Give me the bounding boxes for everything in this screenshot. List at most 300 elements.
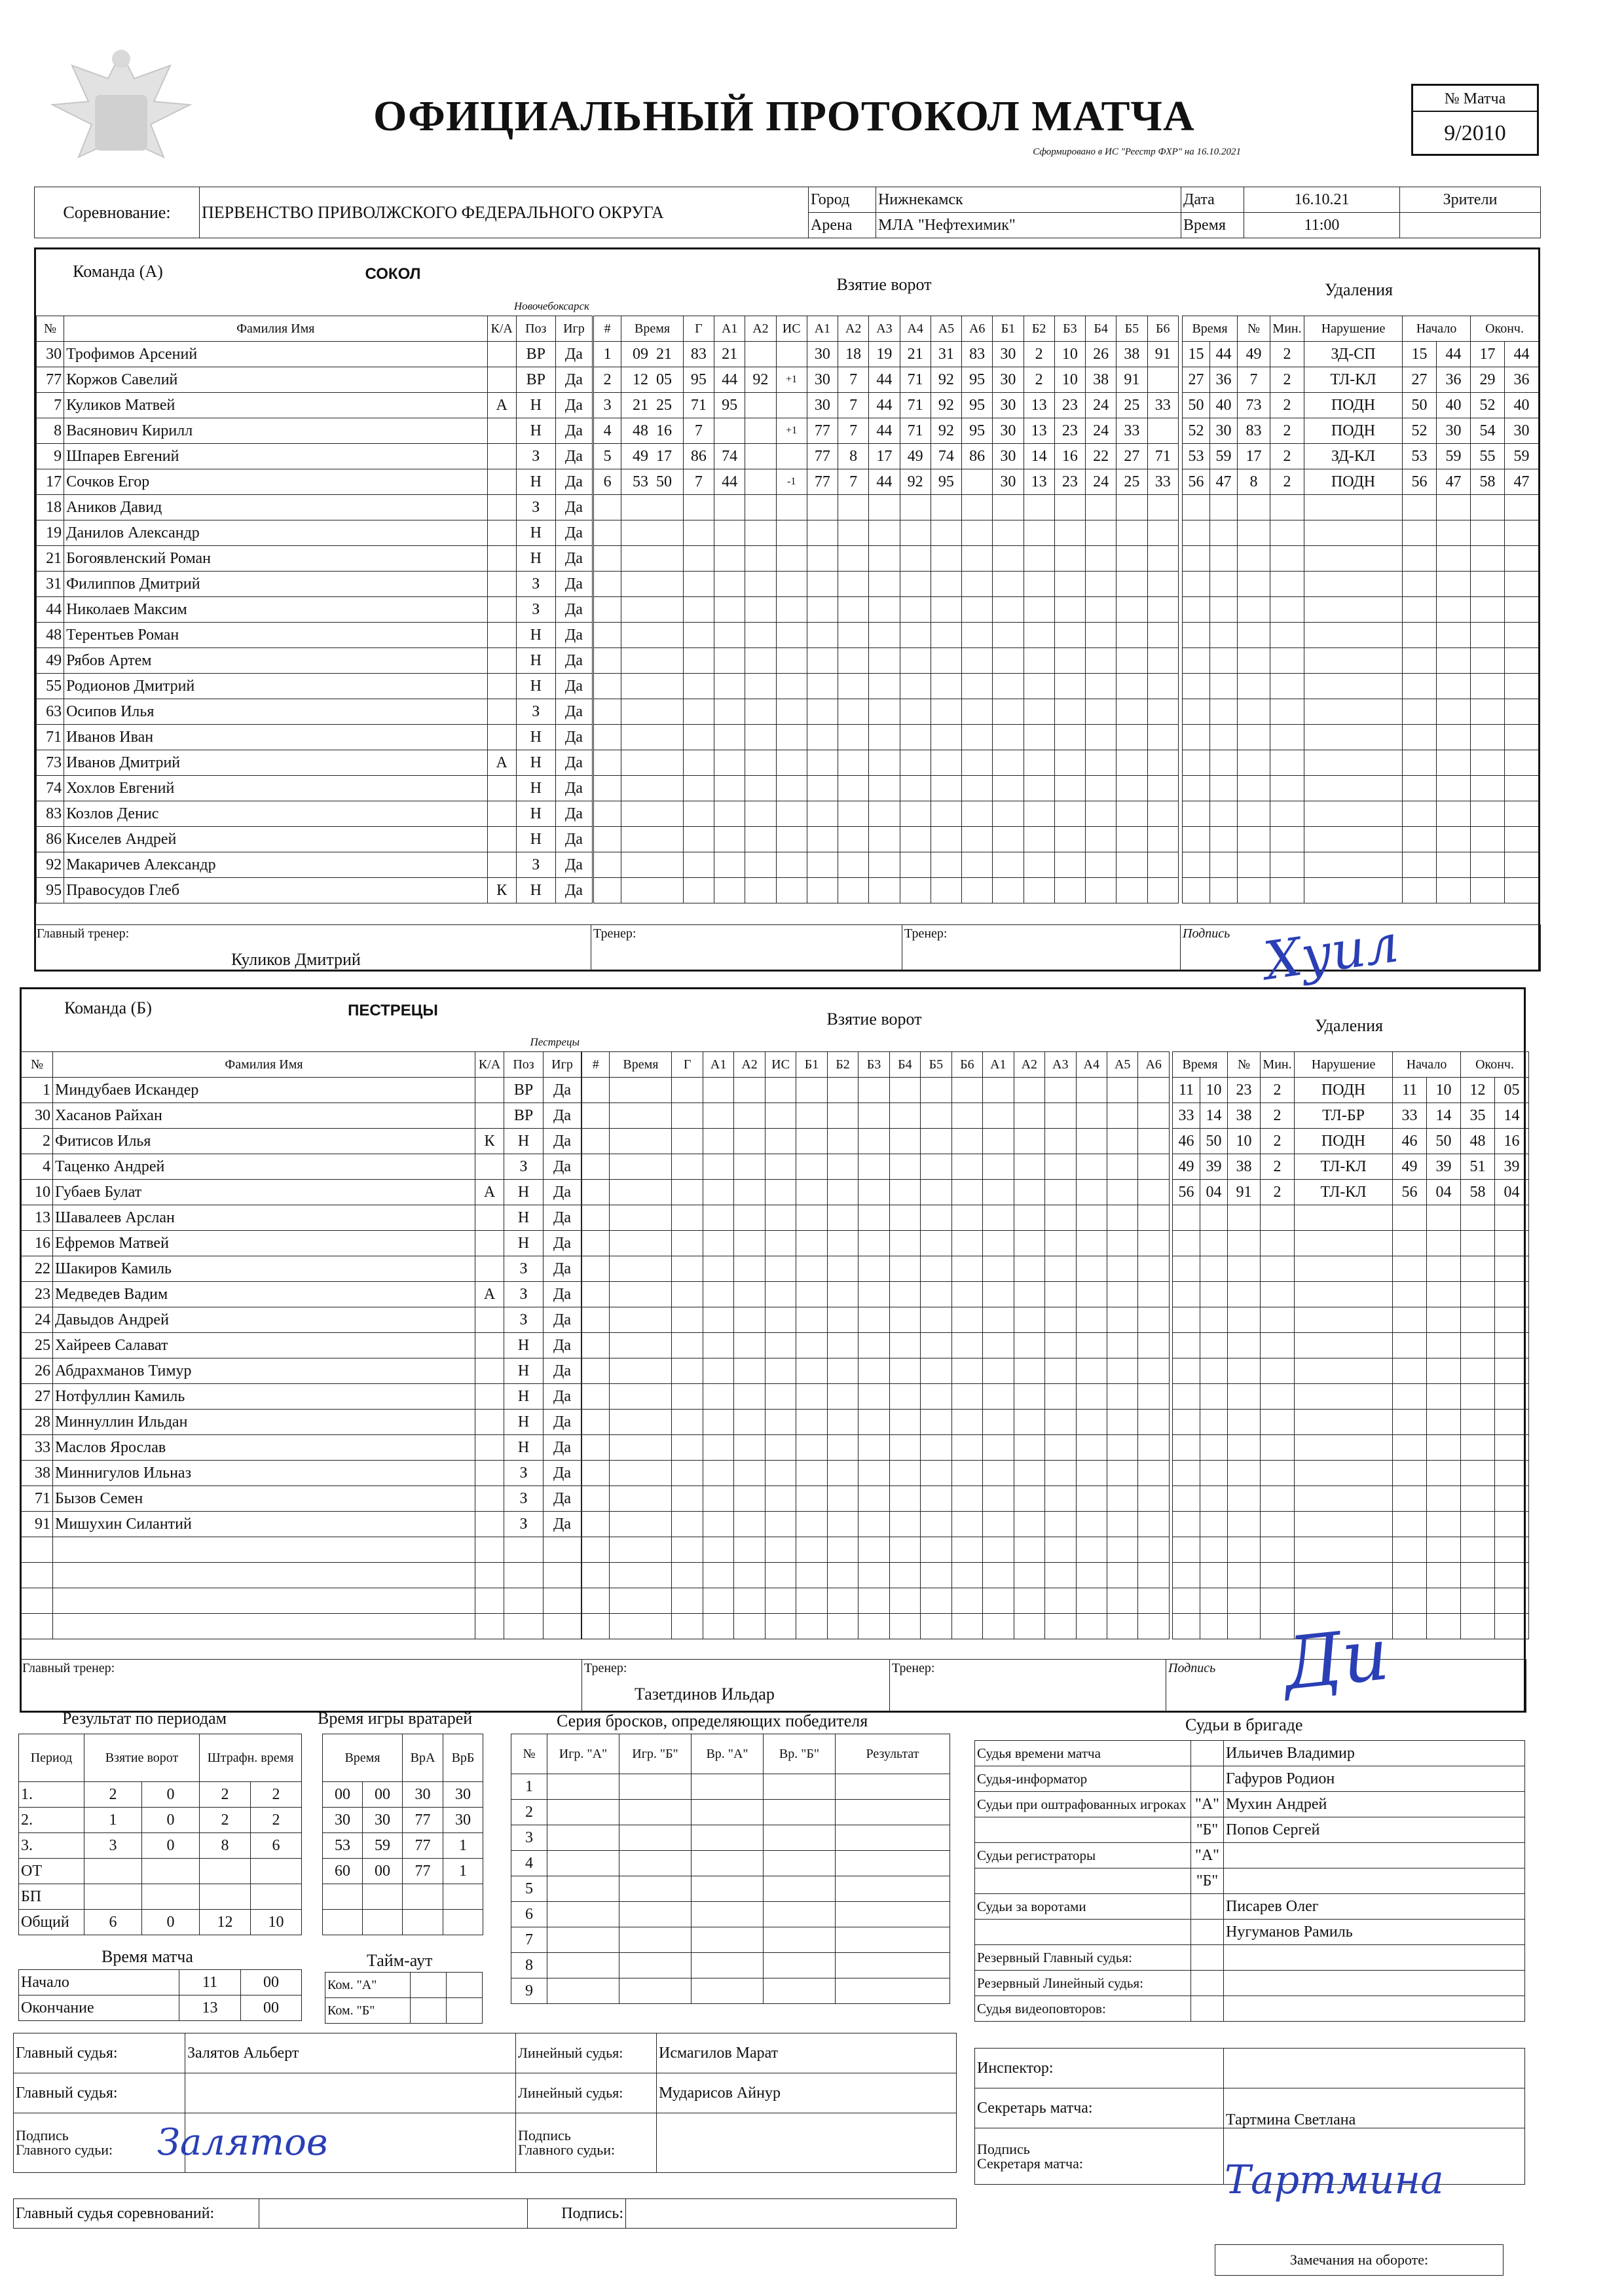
empty-cell	[1045, 1358, 1076, 1384]
empty-cell	[1261, 1537, 1295, 1563]
player-row	[22, 1129, 581, 1154]
empty-cell	[951, 1103, 982, 1129]
empty-cell	[1183, 725, 1210, 750]
competition-label: Соревнование:	[35, 187, 200, 238]
empty-cell	[734, 1435, 765, 1461]
period-row	[19, 1910, 302, 1935]
empty-cell	[827, 1129, 858, 1154]
empty-cell	[745, 852, 776, 878]
empty-cell	[776, 750, 807, 776]
brigade-role: Судья времени матча	[975, 1741, 1191, 1766]
player-plays: Да	[555, 827, 592, 852]
player-number: 8	[37, 418, 64, 444]
empty-cell	[796, 1461, 827, 1486]
player-row	[37, 520, 593, 546]
player-number: 74	[37, 776, 64, 801]
period-cell: 0	[142, 1782, 200, 1808]
empty-cell	[1393, 1537, 1427, 1563]
empty-cell	[745, 725, 776, 750]
empty-cell	[900, 648, 931, 674]
match-number: 9/2010	[1444, 121, 1506, 145]
empty-cell	[547, 1851, 619, 1876]
empty-cell	[1270, 725, 1304, 750]
empty-cell	[900, 878, 931, 903]
empty-cell	[1086, 623, 1116, 648]
empty-cell	[672, 1103, 703, 1129]
empty-cell	[1107, 1563, 1137, 1588]
empty-cell	[734, 1486, 765, 1512]
empty-cell	[1228, 1231, 1261, 1256]
player-role	[475, 1410, 504, 1435]
empty-cell	[765, 1256, 796, 1282]
shootout-row	[511, 1825, 950, 1851]
penalty-cell: 55	[1471, 444, 1505, 469]
empty-cell	[582, 1588, 610, 1614]
goal-row	[594, 572, 1179, 597]
goal-row	[582, 1537, 1170, 1563]
empty-cell	[827, 1588, 858, 1614]
brigade-role: Резервный Главный судья:	[975, 1945, 1191, 1971]
col-name: Фамилия Имя	[64, 316, 488, 342]
empty-cell	[1304, 878, 1403, 903]
empty-cell	[1505, 648, 1539, 674]
period-cell	[251, 1859, 302, 1884]
empty-cell	[951, 1205, 982, 1231]
empty-cell	[1086, 546, 1116, 572]
empty-cell	[610, 1103, 672, 1129]
onice-col: Б1	[796, 1052, 827, 1078]
goal-cell: 13	[1024, 393, 1054, 418]
period-cell: 12	[200, 1910, 251, 1935]
penalty-cell: 39	[1200, 1154, 1228, 1180]
empty-cell	[836, 1902, 950, 1927]
empty-cell	[683, 750, 714, 776]
empty-cell	[53, 1588, 475, 1614]
empty-cell	[931, 648, 961, 674]
period-cell	[84, 1859, 142, 1884]
empty-cell	[858, 1154, 889, 1180]
shootout-table	[511, 1734, 950, 2004]
empty-cell	[1270, 750, 1304, 776]
player-number: 17	[37, 469, 64, 495]
period-cell	[200, 1859, 251, 1884]
team-b-head-coach-cell	[20, 1660, 582, 1713]
empty-cell	[1304, 699, 1403, 725]
empty-cell	[1238, 648, 1270, 674]
onice-col: А2	[838, 316, 869, 342]
player-plays: Да	[544, 1180, 581, 1205]
goal-cell: 71	[900, 393, 931, 418]
penalty-cell: 15	[1183, 342, 1210, 367]
empty-cell	[475, 1537, 504, 1563]
empty-cell	[1427, 1537, 1461, 1563]
empty-cell	[1427, 1282, 1461, 1307]
empty-cell	[1228, 1486, 1261, 1512]
goal-row	[594, 623, 1179, 648]
player-row	[22, 1435, 581, 1461]
empty-cell	[1138, 1537, 1170, 1563]
empty-cell	[1228, 1461, 1261, 1486]
player-number: 48	[37, 623, 64, 648]
empty-cell	[983, 1410, 1014, 1435]
empty-cell	[692, 1953, 764, 1978]
brigade-row	[975, 1971, 1525, 1996]
empty-cell	[714, 878, 745, 903]
empty-cell	[1437, 852, 1471, 878]
empty-cell	[983, 1282, 1014, 1307]
empty-cell	[1076, 1180, 1107, 1205]
empty-cell	[764, 1953, 836, 1978]
onice-col: А3	[1045, 1052, 1076, 1078]
player-number: 7	[37, 393, 64, 418]
start-hour: 11	[179, 1970, 241, 1995]
empty-cell	[1471, 725, 1505, 750]
empty-cell	[1261, 1256, 1295, 1282]
match-number-label: № Матча	[1413, 86, 1537, 112]
empty-cell	[1173, 1307, 1200, 1333]
empty-cell	[1495, 1358, 1529, 1384]
player-row	[37, 469, 593, 495]
penalty-cell: 46	[1173, 1129, 1200, 1154]
empty-cell	[1403, 725, 1437, 750]
empty-cell	[610, 1384, 672, 1410]
empty-cell	[1173, 1231, 1200, 1256]
empty-cell	[692, 1902, 764, 1927]
player-position: З	[504, 1461, 544, 1486]
penalty-row	[1183, 852, 1539, 878]
empty-cell	[1270, 648, 1304, 674]
penalty-cell: 11	[1173, 1078, 1200, 1103]
empty-cell	[951, 1358, 982, 1384]
goal-cell	[776, 342, 807, 367]
empty-cell	[1054, 699, 1085, 725]
empty-cell	[544, 1588, 581, 1614]
empty-cell	[951, 1537, 982, 1563]
empty-cell	[594, 648, 621, 674]
penalty-cell: 39	[1495, 1154, 1529, 1180]
arena-label: Арена	[809, 213, 876, 238]
line-label: Линейный судья:	[516, 2073, 657, 2113]
empty-cell	[889, 1384, 920, 1410]
penalty-row	[1173, 1461, 1529, 1486]
empty-cell	[1238, 699, 1270, 725]
empty-cell	[1086, 495, 1116, 520]
team-b-coach2-cell	[890, 1660, 1166, 1713]
empty-cell	[1147, 520, 1178, 546]
player-number: 63	[37, 699, 64, 725]
player-row	[22, 1384, 581, 1410]
empty-cell	[1427, 1614, 1461, 1639]
goalie-b-col: ВрБ	[443, 1734, 483, 1782]
goal-cell: 14	[1024, 444, 1054, 469]
empty-cell	[1024, 597, 1054, 623]
goal-cell: 49	[900, 444, 931, 469]
empty-cell	[582, 1256, 610, 1282]
empty-cell	[582, 1358, 610, 1384]
empty-cell	[765, 1512, 796, 1537]
empty-cell	[983, 1435, 1014, 1461]
empty-cell	[714, 750, 745, 776]
goal-cell: 23	[1054, 418, 1085, 444]
empty-cell	[692, 1978, 764, 2004]
player-name: Миннуллин Ильдан	[53, 1410, 475, 1435]
player-plays: Да	[555, 418, 592, 444]
empty-cell	[1173, 1537, 1200, 1563]
empty-cell	[807, 674, 838, 699]
empty-cell	[672, 1537, 703, 1563]
empty-cell	[1076, 1537, 1107, 1563]
penalty-cell: 27	[1403, 367, 1437, 393]
empty-cell	[1505, 597, 1539, 623]
empty-cell	[962, 648, 993, 674]
goalie-cell: 77	[403, 1833, 443, 1859]
player-row	[37, 418, 593, 444]
player-number: 95	[37, 878, 64, 903]
empty-cell	[796, 1333, 827, 1358]
empty-cell	[776, 495, 807, 520]
empty-cell	[1086, 597, 1116, 623]
player-name: Коржов Савелий	[64, 367, 488, 393]
onice-col: Б6	[1147, 316, 1178, 342]
player-row	[37, 801, 593, 827]
empty-cell	[765, 1614, 796, 1639]
empty-cell	[547, 1927, 619, 1953]
empty-cell	[796, 1231, 827, 1256]
penalty-row	[1183, 546, 1539, 572]
empty-cell	[1295, 1205, 1393, 1231]
penalty-cell: 56	[1173, 1180, 1200, 1205]
empty-cell	[858, 1588, 889, 1614]
empty-cell	[1495, 1282, 1529, 1307]
player-plays: Да	[544, 1461, 581, 1486]
empty-cell	[951, 1180, 982, 1205]
empty-cell	[22, 1537, 53, 1563]
empty-cell	[1045, 1231, 1076, 1256]
goal-row	[582, 1307, 1170, 1333]
start-min: 00	[241, 1970, 302, 1995]
team-b-coach: Тазетдинов Ильдар	[635, 1685, 775, 1704]
shootout-row	[511, 1851, 950, 1876]
empty-cell	[900, 750, 931, 776]
empty-cell	[619, 1902, 692, 1927]
empty-cell	[1228, 1282, 1261, 1307]
brigade-row	[975, 1945, 1525, 1971]
shootout-row	[511, 1927, 950, 1953]
brigade-name	[1224, 1945, 1525, 1971]
goal-cell: 95	[962, 418, 993, 444]
goalie-row	[323, 1910, 483, 1935]
goalie-row	[323, 1859, 483, 1884]
empty-cell	[807, 572, 838, 597]
player-role	[487, 648, 516, 674]
empty-cell	[838, 648, 869, 674]
player-role	[487, 546, 516, 572]
empty-cell	[1045, 1486, 1076, 1512]
empty-cell	[993, 725, 1024, 750]
player-number: 73	[37, 750, 64, 776]
empty-cell	[1014, 1588, 1044, 1614]
empty-cell	[734, 1078, 765, 1103]
empty-cell	[858, 1205, 889, 1231]
empty-cell	[889, 1512, 920, 1537]
player-plays: Да	[544, 1410, 581, 1435]
penalty-row	[1183, 393, 1539, 418]
empty-cell	[1076, 1588, 1107, 1614]
goal-sec: 17	[656, 448, 673, 465]
penalty-cell: 11	[1393, 1078, 1427, 1103]
col-header: #	[582, 1052, 610, 1078]
empty-cell	[1045, 1205, 1076, 1231]
empty-cell	[672, 1180, 703, 1205]
col-header: Оконч.	[1461, 1052, 1529, 1078]
player-role	[475, 1486, 504, 1512]
empty-cell	[1014, 1410, 1044, 1435]
empty-cell	[703, 1358, 733, 1384]
goal-time	[621, 418, 684, 444]
empty-cell	[1024, 648, 1054, 674]
goalie-cell: 1	[443, 1833, 483, 1859]
empty-cell	[951, 1282, 982, 1307]
empty-cell	[672, 1410, 703, 1435]
shootout-num: 6	[511, 1902, 547, 1927]
empty-cell	[827, 1461, 858, 1486]
empty-cell	[703, 1307, 733, 1333]
shootout-row	[511, 1876, 950, 1902]
empty-cell	[1403, 699, 1437, 725]
empty-cell	[703, 1410, 733, 1435]
goal-sec: 05	[656, 371, 673, 388]
empty-cell	[1107, 1486, 1137, 1512]
empty-cell	[889, 1410, 920, 1435]
empty-cell	[734, 1461, 765, 1486]
empty-cell	[1238, 572, 1270, 597]
player-number: 10	[22, 1180, 53, 1205]
empty-cell	[962, 801, 993, 827]
brigade-team: "А"	[1191, 1792, 1224, 1817]
col-header: Время	[1183, 316, 1238, 342]
shootout-num: 4	[511, 1851, 547, 1876]
penalty-cell: 2	[1261, 1078, 1295, 1103]
empty-cell	[1086, 801, 1116, 827]
player-plays: Да	[555, 699, 592, 725]
empty-cell	[1200, 1333, 1228, 1358]
empty-cell	[765, 1461, 796, 1486]
empty-cell	[1437, 827, 1471, 852]
empty-cell	[1261, 1410, 1295, 1435]
goal-cell: 30	[993, 444, 1024, 469]
empty-cell	[869, 520, 900, 546]
empty-cell	[869, 597, 900, 623]
empty-cell	[1295, 1537, 1393, 1563]
brigade-row	[975, 1741, 1525, 1766]
empty-cell	[1024, 495, 1054, 520]
empty-cell	[1437, 623, 1471, 648]
empty-cell	[951, 1461, 982, 1486]
empty-cell	[1014, 1333, 1044, 1358]
empty-cell	[1147, 674, 1178, 699]
empty-cell	[869, 827, 900, 852]
player-position: З	[504, 1307, 544, 1333]
shootout-num: 2	[511, 1800, 547, 1825]
penalty-row	[1173, 1512, 1529, 1537]
empty-cell	[838, 827, 869, 852]
empty-cell	[692, 1825, 764, 1851]
penalty-cell: 17	[1471, 342, 1505, 367]
empty-cell	[403, 1884, 443, 1910]
empty-cell	[1228, 1256, 1261, 1282]
empty-cell	[1138, 1231, 1170, 1256]
penalty-cell: 48	[1461, 1129, 1495, 1154]
empty-cell	[765, 1410, 796, 1435]
penalty-cell: 10	[1228, 1129, 1261, 1154]
head-ref-label: Главный судья:	[14, 2033, 185, 2073]
empty-cell	[807, 725, 838, 750]
empty-cell	[1495, 1384, 1529, 1410]
timeout-title: Тайм-аут	[367, 1951, 433, 1970]
empty-cell	[672, 1205, 703, 1231]
empty-cell	[1461, 1231, 1495, 1256]
player-row	[37, 648, 593, 674]
empty-cell	[993, 699, 1024, 725]
empty-cell	[858, 1461, 889, 1486]
penalty-cell: ПОДН	[1295, 1129, 1393, 1154]
empty-cell	[765, 1537, 796, 1563]
empty-cell	[672, 1231, 703, 1256]
penalty-cell: 83	[1238, 418, 1270, 444]
empty-cell	[594, 546, 621, 572]
goal-cell	[776, 444, 807, 469]
empty-cell	[610, 1307, 672, 1333]
empty-cell	[672, 1435, 703, 1461]
goal-cell: 25	[1116, 393, 1147, 418]
player-position: ВР	[504, 1078, 544, 1103]
goal-cell: 74	[714, 444, 745, 469]
empty-cell	[993, 674, 1024, 699]
penalty-cell: 12	[1461, 1078, 1495, 1103]
onice-col: Б5	[921, 1052, 951, 1078]
player-row	[22, 1512, 581, 1537]
empty-cell	[951, 1256, 982, 1282]
empty-cell	[827, 1231, 858, 1256]
empty-cell	[1403, 648, 1437, 674]
empty-cell	[1024, 852, 1054, 878]
player-name: Хайреев Салават	[53, 1333, 475, 1358]
empty-cell	[582, 1461, 610, 1486]
empty-cell	[672, 1307, 703, 1333]
player-plays: Да	[544, 1512, 581, 1537]
goal-cell	[1147, 367, 1178, 393]
empty-cell	[610, 1129, 672, 1154]
onice-col: А4	[900, 316, 931, 342]
empty-cell	[765, 1129, 796, 1154]
empty-cell	[765, 1078, 796, 1103]
empty-cell	[714, 648, 745, 674]
empty-cell	[1045, 1410, 1076, 1435]
goal-cell: 95	[714, 393, 745, 418]
goal-cell: 13	[1024, 418, 1054, 444]
brigade-team	[1191, 1894, 1224, 1920]
empty-cell	[1461, 1256, 1495, 1282]
empty-cell	[765, 1103, 796, 1129]
empty-cell	[1427, 1307, 1461, 1333]
empty-cell	[900, 827, 931, 852]
player-row	[22, 1078, 581, 1103]
empty-cell	[796, 1435, 827, 1461]
empty-cell	[443, 1910, 483, 1935]
empty-cell	[1014, 1512, 1044, 1537]
empty-cell	[807, 852, 838, 878]
penalty-row	[1173, 1205, 1529, 1231]
